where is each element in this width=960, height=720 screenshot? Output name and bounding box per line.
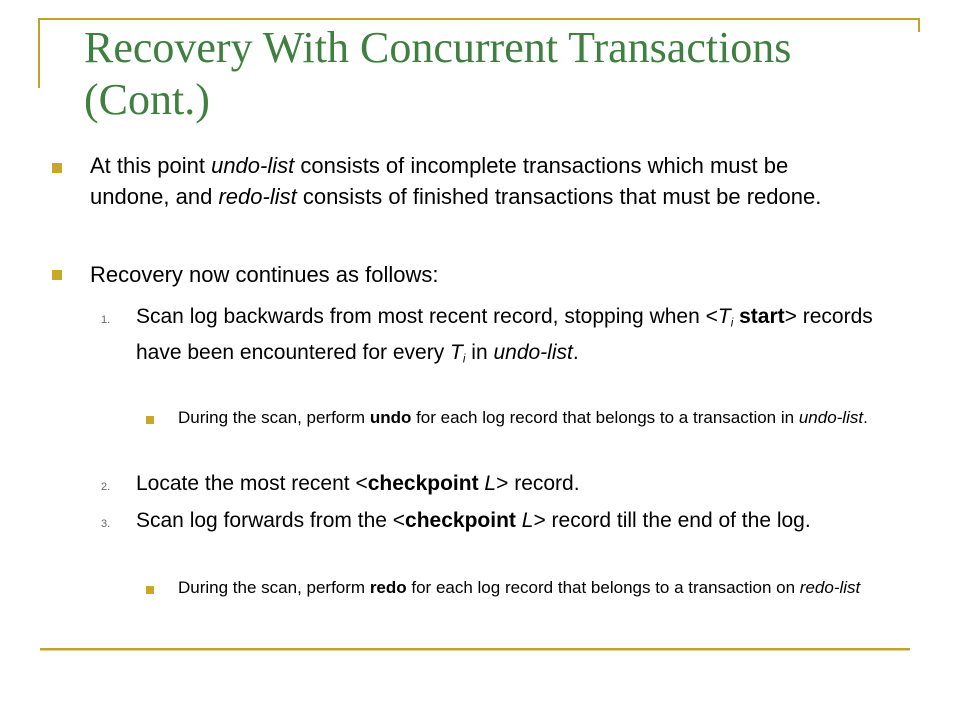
step-scan-forwards xyxy=(136,506,886,536)
text: Scan log backwards from most recent record, stopping when < xyxy=(136,305,718,328)
list-number: 1. xyxy=(101,314,111,326)
sub-bullet-redo-scan xyxy=(178,575,888,601)
keyword-checkpoint: checkpoint xyxy=(405,509,516,532)
text: > record till the end of the log. xyxy=(533,509,811,532)
subscript-i: i xyxy=(462,353,466,366)
step-scan-backwards xyxy=(136,302,886,375)
text: consists of finished transactions that must be redone. xyxy=(296,184,822,209)
text: During the scan, perform xyxy=(178,408,370,427)
variable-t: T xyxy=(450,341,463,365)
text: consists of incomplete transactions which must be undone, and xyxy=(90,153,789,209)
text: > records have been encountered for every xyxy=(136,305,873,365)
text: At this point xyxy=(90,153,212,178)
variable-t: T xyxy=(717,305,731,328)
step-locate-checkpoint xyxy=(136,469,886,499)
undo-list-term: undo-list xyxy=(798,408,864,427)
frame-top-line xyxy=(38,18,918,20)
keyword-checkpoint: checkpoint xyxy=(367,472,479,495)
list-number: 2. xyxy=(101,481,111,493)
keyword-undo: undo xyxy=(369,408,412,427)
subscript-i: i xyxy=(730,317,734,330)
text: . xyxy=(572,341,579,365)
keyword-redo: redo xyxy=(369,578,407,597)
text: Scan log forwards from the < xyxy=(136,509,406,532)
text: for each log record that belongs to a transaction in xyxy=(411,408,799,427)
variable-l: L xyxy=(521,509,534,532)
undo-list-term: undo-list xyxy=(493,341,573,365)
square-bullet-icon xyxy=(52,270,62,280)
square-bullet-icon xyxy=(52,163,62,173)
frame-left-line xyxy=(38,18,40,88)
text: Locate the most recent < xyxy=(136,472,368,495)
sub-bullet-undo-scan xyxy=(178,405,888,431)
text: During the scan, perform xyxy=(178,578,370,597)
bullet-recovery-continues: Recovery now continues as follows: xyxy=(90,262,439,287)
text: in xyxy=(465,341,494,365)
variable-l: L xyxy=(484,472,497,495)
square-bullet-icon xyxy=(146,586,154,594)
undo-list-term: undo-list xyxy=(211,153,295,178)
frame-right-tick xyxy=(918,18,920,32)
square-bullet-icon xyxy=(146,416,154,424)
keyword-start: start xyxy=(739,305,785,328)
list-number: 3. xyxy=(101,518,111,530)
bullet-undo-redo-lists xyxy=(90,150,850,212)
footer-divider-shadow xyxy=(40,650,910,651)
slide-title: Recovery With Concurrent Transactions (Cont.) xyxy=(84,23,792,124)
text: . xyxy=(863,408,868,427)
redo-list-term: redo-list xyxy=(799,578,861,597)
text: > record. xyxy=(496,472,580,495)
redo-list-term: redo-list xyxy=(218,184,297,209)
text: for each log record that belongs to a transaction on xyxy=(406,578,800,597)
